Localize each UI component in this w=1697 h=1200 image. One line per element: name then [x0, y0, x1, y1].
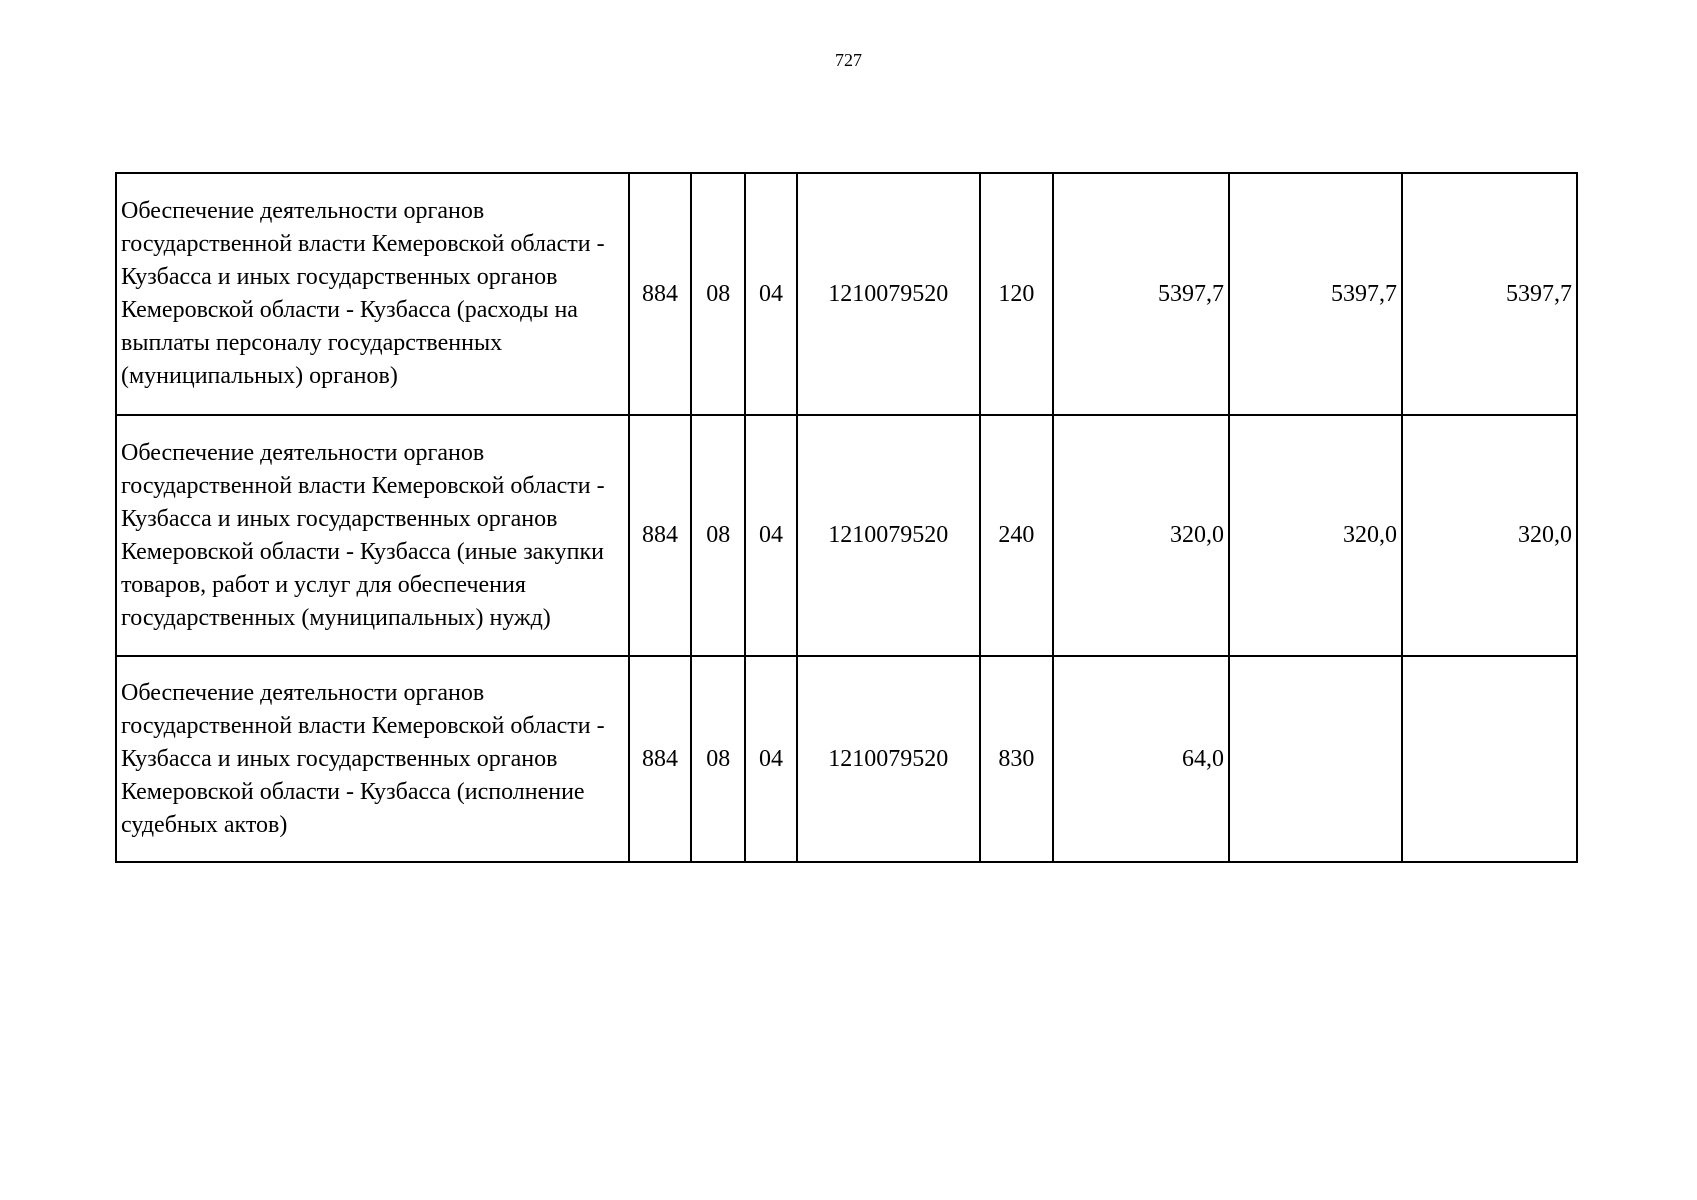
amount-3-cell: 5397,7 — [1402, 173, 1577, 415]
subsection-code-cell: 04 — [745, 656, 796, 862]
ministry-code-cell: 884 — [629, 656, 691, 862]
page-number: 727 — [835, 50, 862, 70]
table-row — [116, 173, 1577, 415]
expense-type-cell: 120 — [980, 173, 1053, 415]
ministry-code-cell: 884 — [629, 173, 691, 415]
amount-3-cell — [1402, 656, 1577, 862]
subsection-code-cell: 04 — [745, 415, 796, 656]
target-article-cell: 1210079520 — [797, 415, 980, 656]
table-row — [116, 415, 1577, 656]
amount-2-cell: 5397,7 — [1229, 173, 1402, 415]
section-code-cell: 08 — [691, 415, 745, 656]
amount-1-cell: 64,0 — [1053, 656, 1229, 862]
amount-1-cell: 5397,7 — [1053, 173, 1229, 415]
target-article-cell: 1210079520 — [797, 173, 980, 415]
description-cell: Обеспечение деятельности органов государственной власти Кемеровской области - Кузбасса и иных государственных органов Кемеровской области - Кузбасса (расходы на выплаты персоналу государственных (муниципальных) органов) — [116, 173, 629, 415]
ministry-code-cell: 884 — [629, 415, 691, 656]
subsection-code-cell: 04 — [745, 173, 796, 415]
description-cell: Обеспечение деятельности органов государственной власти Кемеровской области - Кузбасса и иных государственных органов Кемеровской области - Кузбасса (исполнение судебных актов) — [116, 656, 629, 862]
section-code-cell: 08 — [691, 173, 745, 415]
expense-type-cell: 830 — [980, 656, 1053, 862]
amount-3-cell: 320,0 — [1402, 415, 1577, 656]
amount-1-cell: 320,0 — [1053, 415, 1229, 656]
target-article-cell: 1210079520 — [797, 656, 980, 862]
budget-table — [115, 172, 1578, 863]
table-row — [116, 656, 1577, 862]
expense-type-cell: 240 — [980, 415, 1053, 656]
description-cell: Обеспечение деятельности органов государственной власти Кемеровской области - Кузбасса и иных государственных органов Кемеровской области - Кузбасса (иные закупки товаров, работ и услуг для обеспечения государственных (муниципальных) нужд) — [116, 415, 629, 656]
section-code-cell: 08 — [691, 656, 745, 862]
amount-2-cell: 320,0 — [1229, 415, 1402, 656]
amount-2-cell — [1229, 656, 1402, 862]
